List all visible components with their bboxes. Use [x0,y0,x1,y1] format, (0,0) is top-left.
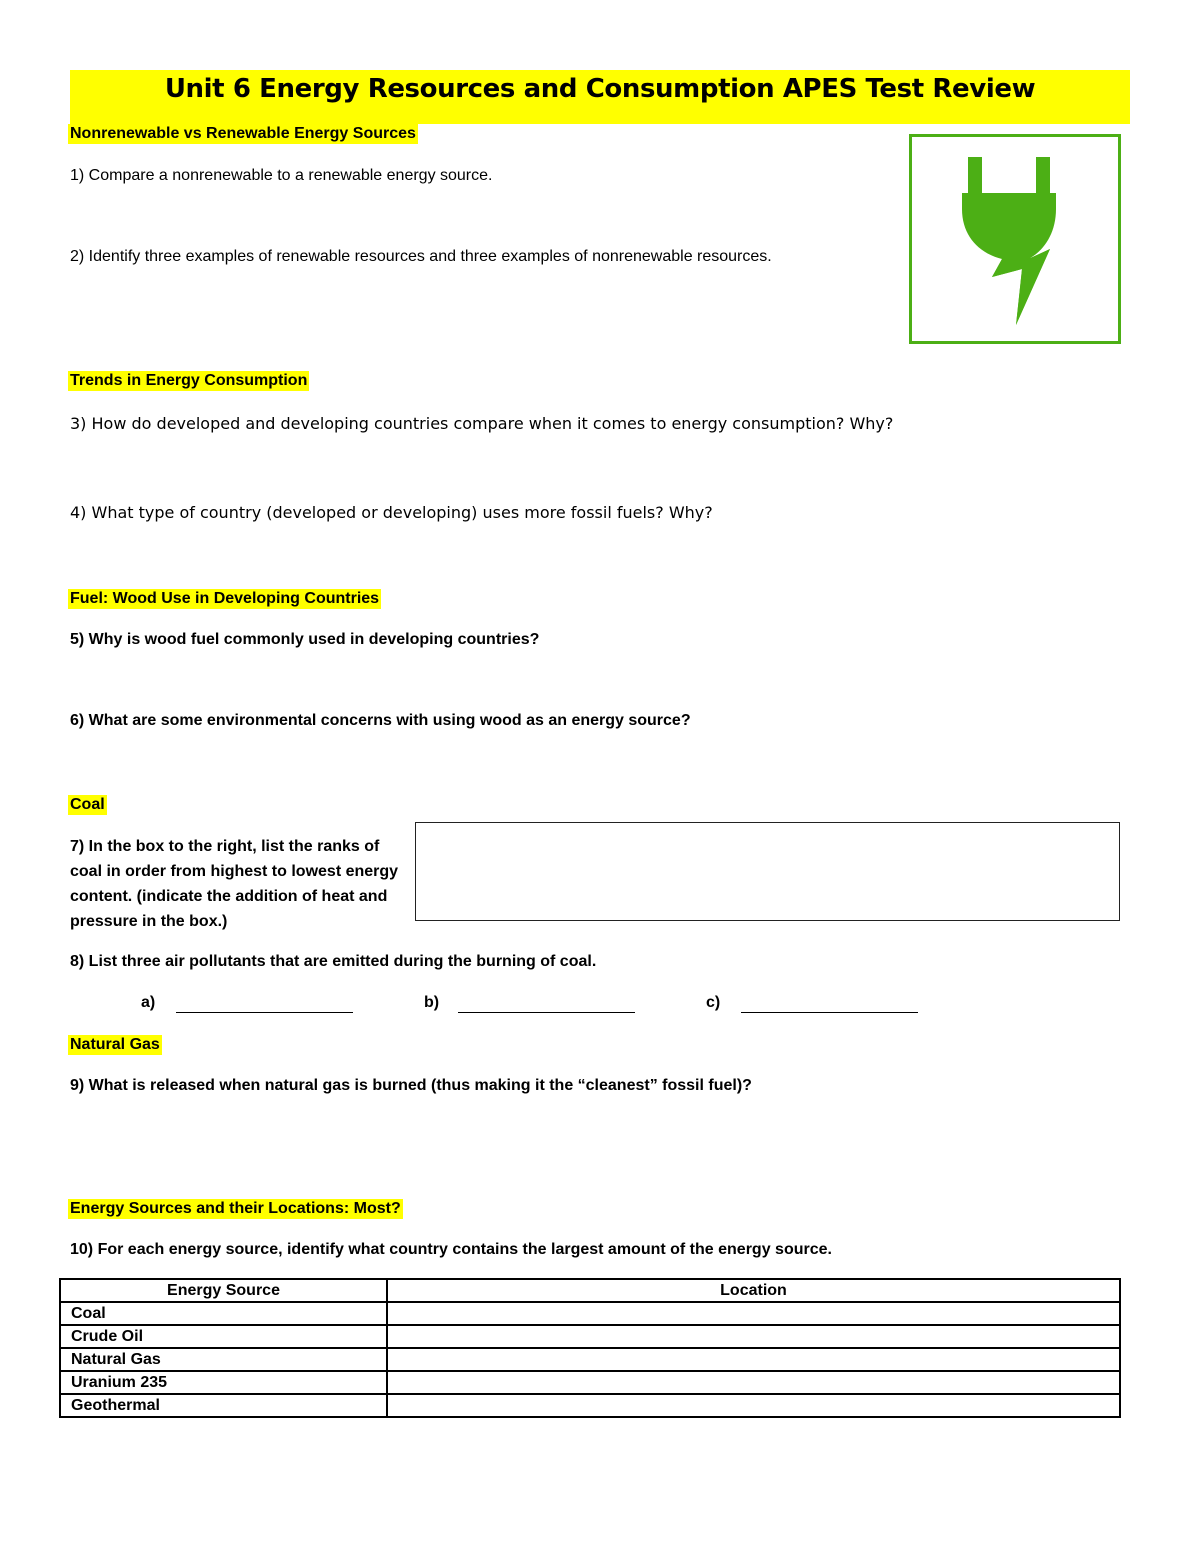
coal-ranks-answer-box[interactable] [415,822,1120,921]
question-1: 1) Compare a nonrenewable to a renewable energy source. [70,167,493,184]
blank-label-b: b) [424,994,440,1011]
source-cell: Geothermal [60,1394,387,1417]
question-10: 10) For each energy source, identify what country contains the largest amount of the energy source. [70,1241,832,1258]
source-cell: Uranium 235 [60,1371,387,1394]
answer-blank-c[interactable] [741,1012,918,1013]
source-cell: Coal [60,1302,387,1325]
table-row [60,1371,1120,1394]
table-row [60,1348,1120,1371]
location-cell[interactable] [387,1371,1120,1394]
question-5: 5) Why is wood fuel commonly used in developing countries? [70,631,540,648]
table-row [60,1325,1120,1348]
answer-blank-a[interactable] [176,1012,353,1013]
blank-label-a: a) [141,994,156,1011]
location-cell[interactable] [387,1348,1120,1371]
section-heading-trends: Trends in Energy Consumption [70,372,308,389]
section-heading-renewable: Nonrenewable vs Renewable Energy Sources [70,125,416,142]
question-2: 2) Identify three examples of renewable resources and three examples of nonrenewable resources. [70,248,772,265]
title-banner [70,70,1130,124]
location-cell[interactable] [387,1394,1120,1417]
question-9: 9) What is released when natural gas is burned (thus making it the “cleanest” fossil fuel)? [70,1077,752,1094]
section-heading-coal: Coal [70,796,105,813]
location-cell[interactable] [387,1325,1120,1348]
table-row [60,1302,1120,1325]
page-title: Unit 6 Energy Resources and Consumption APES Test Review [164,74,1036,104]
question-6: 6) What are some environmental concerns with using wood as an energy source? [70,712,691,729]
question-7: 7) In the box to the right, list the ranks of coal in order from highest to lowest energy content. (indicate the addition of heat and pressure in the box.) [70,838,399,930]
energy-icon-frame [909,134,1121,344]
section-heading-wood: Fuel: Wood Use in Developing Countries [70,590,380,607]
source-cell: Crude Oil [60,1325,387,1348]
answer-blank-b[interactable] [458,1012,635,1013]
source-cell: Natural Gas [60,1348,387,1371]
section-heading-locations: Energy Sources and their Locations: Most? [70,1200,401,1217]
section-heading-natural-gas: Natural Gas [70,1036,160,1053]
blank-label-c: c) [706,994,721,1011]
plug-lightning-icon [912,137,1118,341]
question-8: 8) List three air pollutants that are emitted during the burning of coal. [70,953,597,970]
table-row [60,1394,1120,1417]
table-header-row [60,1279,1120,1302]
question-3: 3) How do developed and developing countries compare when it comes to energy consumption? Why? [70,414,894,433]
location-cell[interactable] [387,1302,1120,1325]
column-header-location: Location [387,1279,1120,1302]
energy-source-table [59,1278,1121,1418]
column-header-source: Energy Source [60,1279,387,1302]
question-4: 4) What type of country (developed or developing) uses more fossil fuels? Why? [70,503,713,522]
